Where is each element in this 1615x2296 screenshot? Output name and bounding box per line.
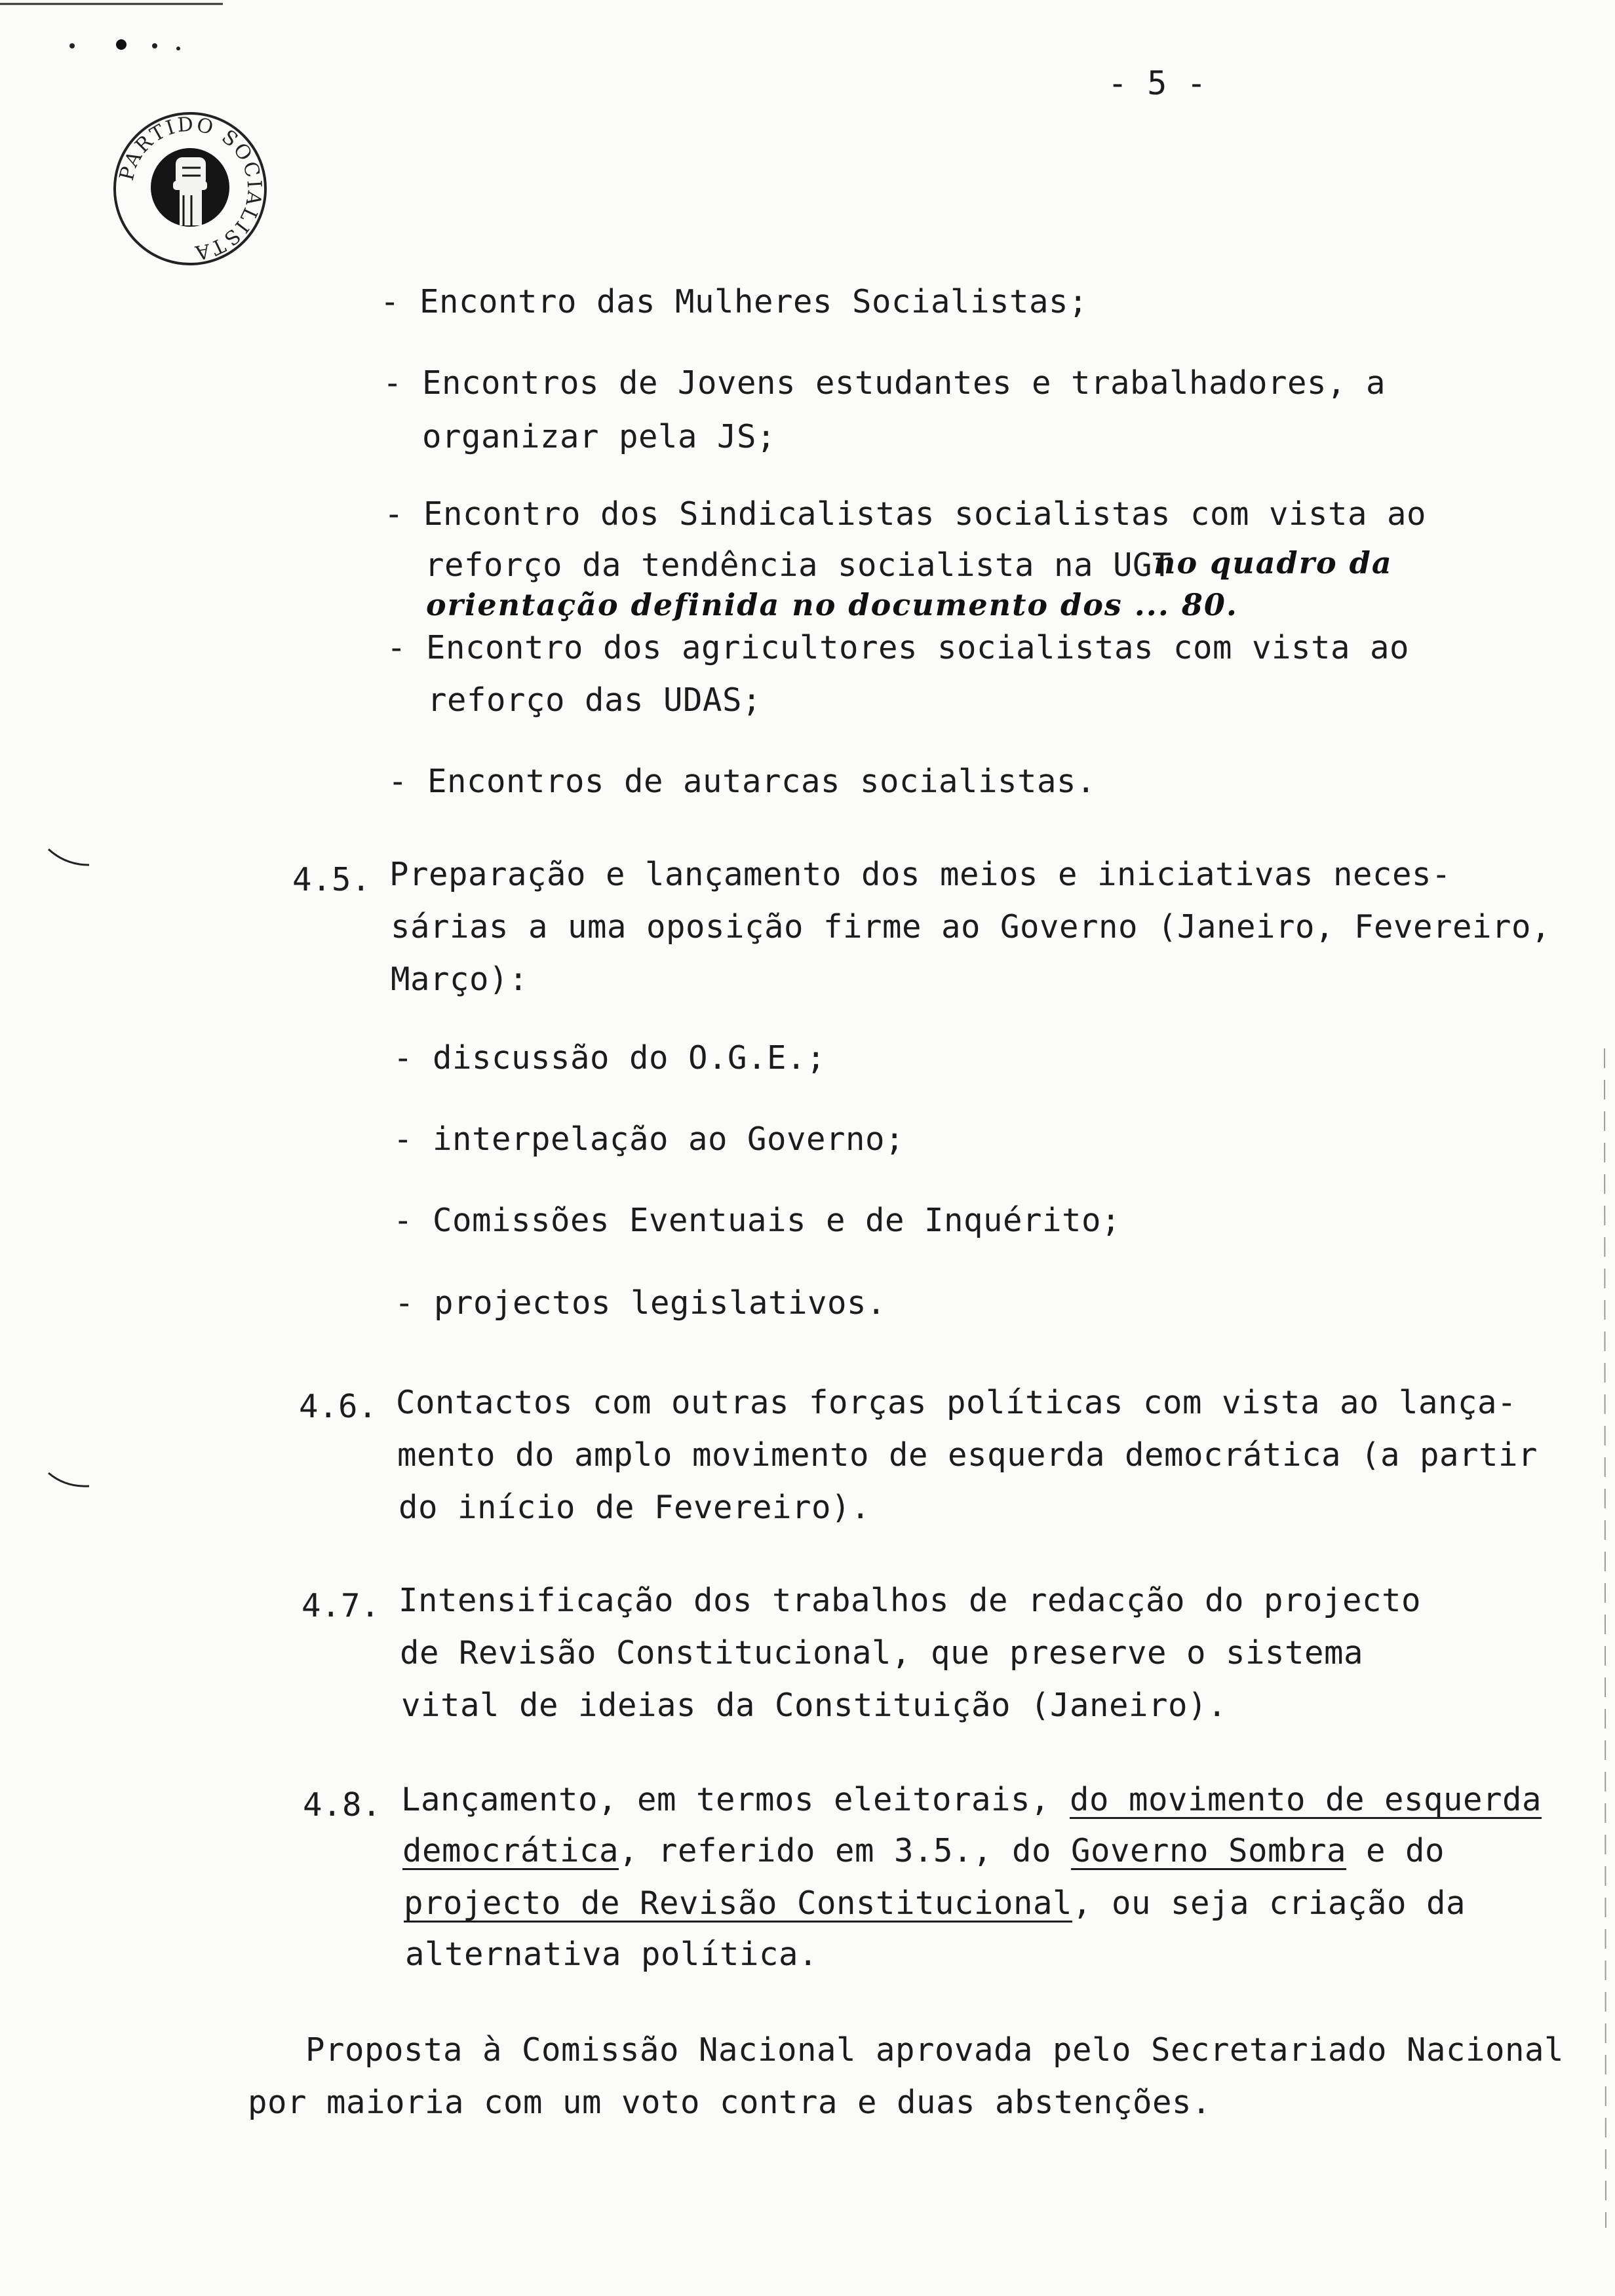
bullet-sindicalistas: - Encontro dos Sindicalistas socialistas com vista ao [384,495,1427,533]
item-4-7-line2: de Revisão Constitucional, que preserve o sistema [400,1634,1364,1672]
bullet-autarcas: - Encontros de autarcas socialistas. [388,763,1097,800]
item-4-8-line2 [402,1832,1445,1869]
bullet-jovens-cont: organizar pela JS; [422,418,777,455]
item-4-6-line2: mento do amplo movimento de esquerda democrática (a partir [397,1436,1538,1474]
closing-line2: por maioria com um voto contra e duas abstenções. [248,2084,1212,2121]
underlined-governo-sombra: Governo Sombra [1071,1832,1347,1869]
bullet-jovens: - Encontros de Jovens estudantes e trabalhadores, a [383,364,1386,402]
bullet-agricultores-cont: reforço das UDAS; [427,681,762,719]
item-4-8-line1 [401,1781,1542,1818]
item-4-5-bullet-oge: - discussão do O.G.E.; [393,1039,827,1077]
item-4-8-line1-text: Lançamento, em termos eleitorais, [401,1781,1070,1818]
item-4-7-line1: Intensificação dos trabalhos de redacção do projecto [399,1582,1422,1619]
punch-hole-mark [46,845,92,871]
item-4-8-line3 [404,1885,1466,1922]
underlined-movimento: do movimento de esquerda [1070,1781,1542,1818]
bullet-sindicalistas-cont: reforço da tendência socialista na UGT [425,546,1173,584]
bullet-agricultores: - Encontro dos agricultores socialistas com vista ao [387,629,1410,666]
logo-text: PARTIDO SOCIALISTA [115,113,266,265]
bullet-mulheres: - Encontro das Mulheres Socialistas; [380,283,1089,320]
item-4-5-bullet-projectos: - projectos legislativos. [395,1284,887,1322]
scan-mark [0,0,236,59]
item-4-6-line3: do início de Fevereiro). [399,1489,871,1526]
handwritten-note-line1: no quadro da [1154,545,1393,581]
item-4-8-line4: alternativa política. [405,1936,819,1973]
item-4-7-line3: vital de ideias da Constituição (Janeiro). [401,1687,1228,1724]
closing-line1: Proposta à Comissão Nacional aprovada pelo Secretariado Nacional [305,2031,1565,2069]
item-4-6-number: 4.6. [299,1388,378,1425]
punch-hole-mark [46,1468,92,1494]
underlined-projecto-revisao: projecto de Revisão Constitucional [404,1885,1073,1922]
raised-fist-icon [151,148,229,227]
edge-shadow [1599,1048,1612,2228]
item-4-5-bullet-interpelacao: - interpelação ao Governo; [393,1120,905,1158]
item-4-8-line3-text: , ou seja criação da [1072,1885,1466,1922]
item-4-8-number: 4.8. [303,1786,382,1824]
party-logo [111,110,269,267]
underlined-democratica: democrática [402,1832,619,1869]
page-number: - 5 - [1108,64,1207,102]
item-4-7-number: 4.7. [302,1587,381,1624]
item-4-5-line2: sárias a uma oposição firme ao Governo (Janeiro, Fevereiro, [391,908,1551,946]
handwritten-note-line2: orientação definida no documento dos ... 80. [426,587,1238,622]
item-4-5-line3: Março): [391,961,529,998]
item-4-8-line2-text: , referido em 3.5., do [619,1832,1072,1869]
item-4-8-line2-end: e do [1346,1832,1445,1869]
item-4-6-line1: Contactos com outras forças políticas com vista ao lança- [396,1384,1517,1421]
item-4-5-line1: Preparação e lançamento dos meios e iniciativas neces- [389,856,1452,893]
item-4-5-bullet-comissoes: - Comissões Eventuais e de Inquérito; [393,1202,1121,1239]
item-4-5-number: 4.5. [292,861,372,898]
